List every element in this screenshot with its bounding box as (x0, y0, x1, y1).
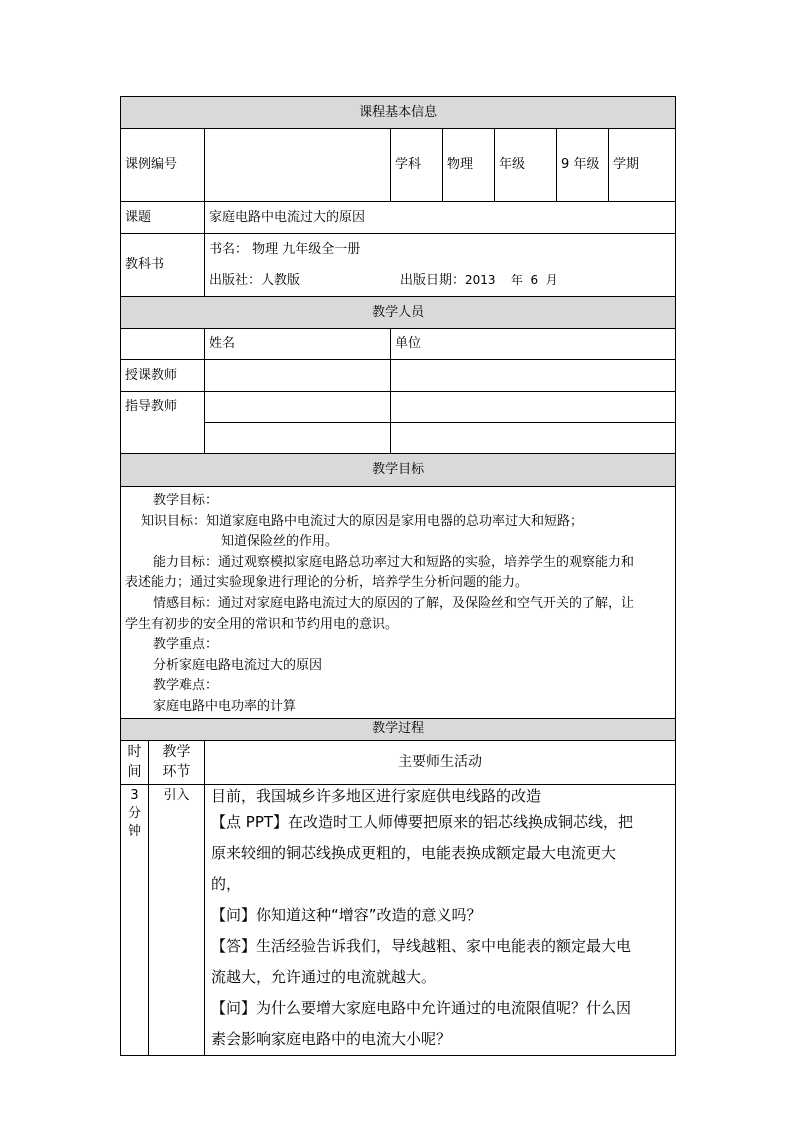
lecturer-unit (391, 360, 676, 392)
activity-line: 的， (211, 874, 242, 893)
publisher: 出版社：人教版 (209, 273, 301, 288)
objectives-line: 教学难点： (153, 678, 219, 694)
objectives-line: 知道保险丝的作用。 (221, 534, 339, 550)
activity-line: 原来较细的铜芯线换成更粗的，电能表换成额定最大电流更大 (211, 843, 617, 862)
objectives-header: 教学目标 (121, 454, 676, 487)
activity-line: 目前，我国城乡许多地区进行家庭供电线路的改造 (211, 786, 542, 805)
lecturer-label: 授课教师 (121, 360, 205, 392)
unit-col-header: 单位 (391, 329, 676, 360)
activity-line: 【问】为什么要增大家庭电路中允许通过的电流限值呢？什么因 (211, 998, 632, 1017)
activity-line: 素会影响家庭电路中的电流大小呢？ (211, 1029, 452, 1048)
advisor-unit-1 (391, 392, 676, 423)
term-label: 学期 (609, 129, 676, 202)
grade-value: 9 年级 (557, 129, 609, 202)
objectives-line: 教学重点： (153, 637, 219, 653)
objectives-line: 表述能力；通过实验现象进行理论的分析，培养学生分析问题的能力。 (125, 575, 529, 591)
lesson-id-value (205, 129, 391, 202)
topic-value: 家庭电路中电流过大的原因 (205, 202, 676, 234)
activity-line: 【问】你知道这种“增容”改造的意义吗？ (211, 905, 482, 924)
row-stage: 引入 (149, 784, 205, 1055)
objectives-line: 分析家庭电路电流过大的原因 (153, 657, 323, 673)
objectives-line: 能力目标：通过观察模拟家庭电路总功率过大和短路的实验，培养学生的观察能力和 (153, 554, 635, 570)
lesson-plan-table (120, 96, 676, 1056)
pub-date-label: 出版日期： (400, 273, 466, 288)
grade-label: 年级 (495, 129, 557, 202)
activity-col-header: 主要师生活动 (205, 740, 676, 784)
objectives-line: 情感目标：通过对家庭电路电流过大的原因的了解，及保险丝和空气开关的了解，让 (153, 595, 635, 611)
advisor-label: 指导教师 (121, 392, 205, 454)
book-name: 书名： 物理 九年级全一册 (209, 242, 361, 257)
lesson-id-label: 课例编号 (121, 129, 205, 202)
staff-header: 教学人员 (121, 297, 676, 329)
objectives-line: 学生有初步的安全用的常识和节约用电的意识。 (125, 616, 399, 632)
pub-date-value: 2013 年 6 月 (465, 273, 558, 287)
basic-info-header: 课程基本信息 (121, 97, 676, 129)
staff-corner-cell (121, 329, 205, 360)
textbook-label: 教科书 (121, 234, 205, 297)
topic-label: 课题 (121, 202, 205, 234)
subject-label: 学科 (391, 129, 443, 202)
objectives-body (121, 487, 676, 719)
textbook-info (205, 234, 676, 297)
process-header: 教学过程 (121, 718, 676, 740)
activity-line: 流越大，允许通过的电流就越大。 (211, 967, 437, 986)
advisor-unit-2 (391, 423, 676, 454)
advisor-name-2 (205, 423, 391, 454)
activity-line: 【答】生活经验告诉我们，导线越粗、家中电能表的额定最大电 (211, 936, 632, 955)
row-time: 3分钟 (121, 784, 149, 1055)
objectives-line: 家庭电路中电功率的计算 (153, 698, 297, 714)
advisor-name-1 (205, 392, 391, 423)
publisher-line (209, 265, 671, 296)
time-col-header: 时间 (121, 740, 149, 784)
objectives-line: 知识目标：知道家庭电路中电流过大的原因是家用电器的总功率过大和短路； (141, 513, 584, 529)
row-activity (205, 784, 676, 1055)
activity-line: 【点 PPT】在改造时工人师傅要把原来的铝芯线换成铜芯线，把 (211, 812, 634, 831)
name-col-header: 姓名 (205, 329, 391, 360)
lecturer-name (205, 360, 391, 392)
objectives-line: 教学目标： (153, 493, 219, 508)
stage-col-header: 教学环节 (149, 740, 205, 784)
subject-value: 物理 (443, 129, 495, 202)
